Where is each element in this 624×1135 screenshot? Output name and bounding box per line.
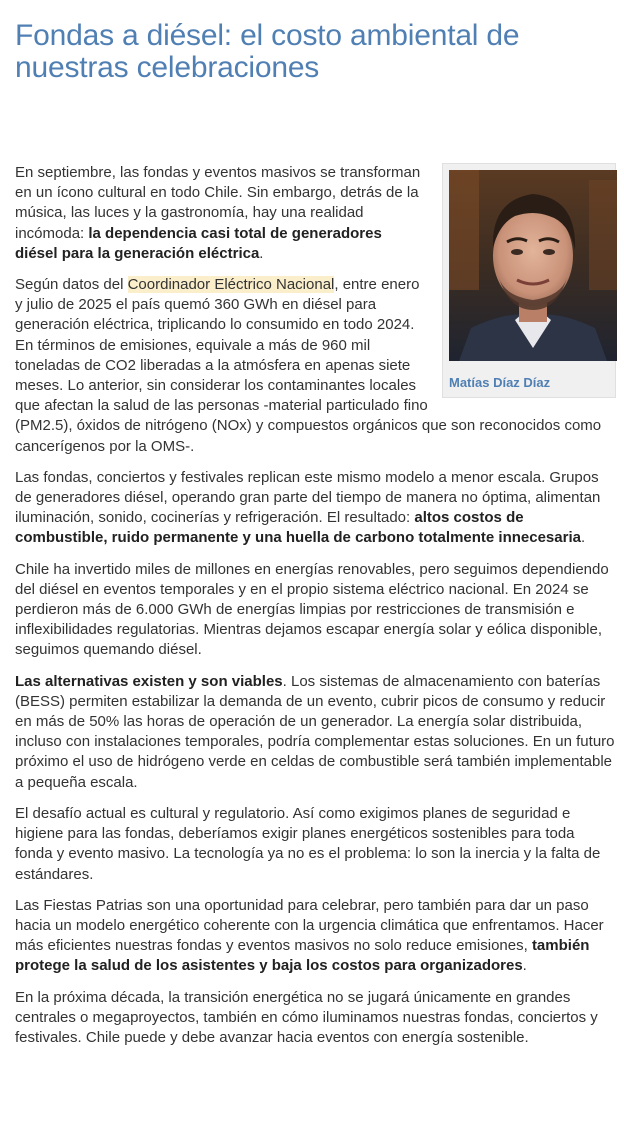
author-name[interactable]: Matías Díaz Díaz (449, 375, 551, 390)
paragraph-5: Las alternativas existen y son viables. Los sistemas de almacenamiento con baterías (BESS) permiten estabilizar la demanda de un evento, cubrir picos de consumo y reducir en más de 50% las horas de operación de un generador. La energía solar distribuida, incluso con instalaciones temporales, podría complementar estas soluciones. En un futuro próximo el uso de hidrógeno verde en celdas de combustible será también implementable a pequeña escala. (15, 672, 615, 791)
paragraph-3: Las fondas, conciertos y festivales replican este mismo modelo a menor escala. Grupos de generadores diésel, operando gran parte del tiempo de manera no óptima, alimentan iluminación, sonido, cocinerías y refrigeración. El resultado: altos costos de combustible, ruido permanente y una huella de carbono totalmente innecesaria. (15, 468, 601, 547)
paragraph-6: El desafío actual es cultural y regulatorio. Así como exigimos planes de seguridad e higiene para las fondas, deberíamos exigir planes energéticos sostenibles para toda fonda y evento masivo. La tecnología ya no es el problema: lo son la inercia y la falta de estándares. (15, 804, 601, 883)
paragraph-4: Chile ha invertido miles de millones en energías renovables, pero seguimos dependiendo del diésel en eventos temporales y en el propio sistema eléctrico nacional. En 2024 se perdieron más de 6.000 GWh de energías limpias por restricciones de transmisión e inflexibilidades regulatorias. Mientras dejamos escapar energía solar y eólica disponible, seguimos quemando diésel. (15, 560, 609, 659)
article-body (15, 163, 615, 1059)
highlighted-link[interactable]: Coordinador Eléctrico Nacional (127, 276, 335, 294)
paragraph-1: En septiembre, las fondas y eventos masivos se transforman en un ícono cultural en todo Chile. Sin embargo, detrás de la música, las luces y la gastronomía, hay una realidad incómoda: la dependencia casi total de generadores diésel para la generación eléctrica. (15, 164, 421, 262)
paragraph-2: Según datos del Coordinador Eléctrico Nacional, entre enero y julio de 2025 el país quemó 360 GWh en diésel para generación eléctrica, triplicando lo consumido en todo 2024. En términos de emisiones, equivale a más de 960 mil toneladas de CO2 liberadas a la atmósfera en apenas siete meses. Lo anterior, sin considerar los contaminantes locales que afectan la salud de las personas -material particulado fino (PM2.5), óxidos de nitrógeno (NOx) y compuestos orgánicos que son reconocidos como cancerígenos por la OMS-. (15, 276, 602, 455)
article-title: Fondas a diésel: el costo ambiental de nuestras celebraciones (15, 19, 520, 84)
paragraph-7: Las Fiestas Patrias son una oportunidad para celebrar, pero también para dar un paso hacia un modelo energético coherente con la urgencia climática que enfrentamos. Hacer más eficientes nuestras fondas y eventos masivos no solo reduce emisiones, también protege la salud de los asistentes y baja los costos para organizadores. (15, 896, 604, 975)
author-portrait (449, 170, 617, 361)
author-card (442, 163, 616, 398)
paragraph-8: En la próxima década, la transición energética no se jugará únicamente en grandes centrales o megaproyectos, también en cómo iluminamos nuestras fondas, conciertos y festivales. Chile puede y debe avanzar hacia eventos con energía sostenible. (15, 988, 598, 1046)
